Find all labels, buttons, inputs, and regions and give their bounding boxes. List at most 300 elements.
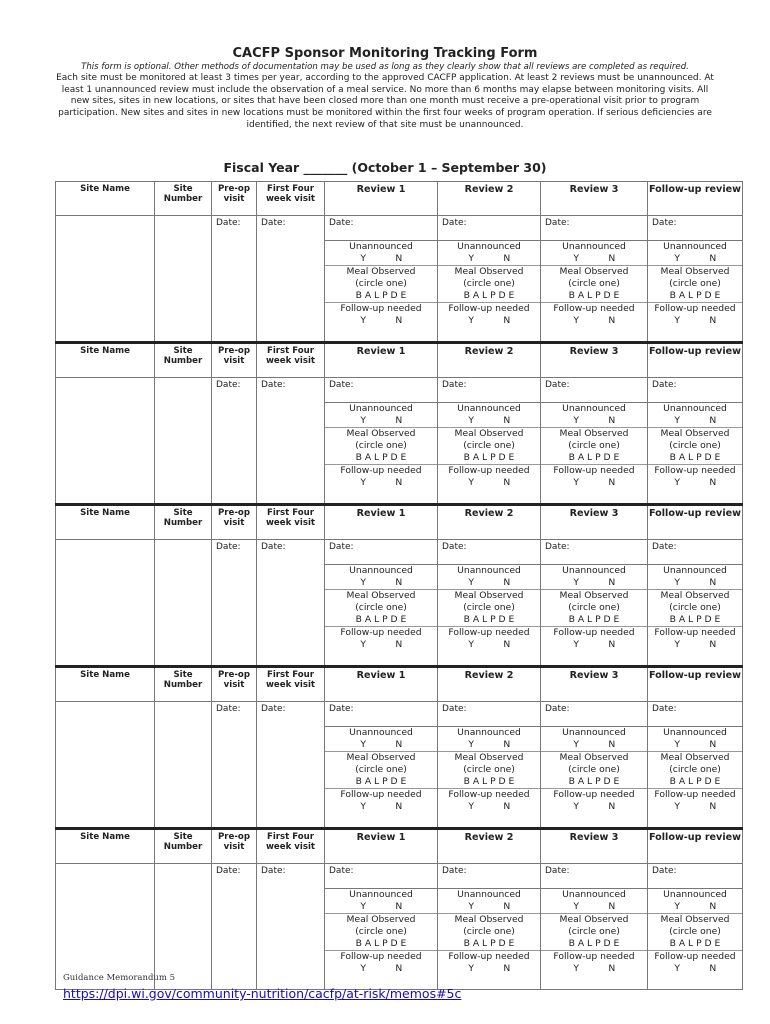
meal-options[interactable]: B A L P D E (568, 776, 620, 787)
review-1-details (325, 403, 438, 505)
meal-observed-label: Meal Observed (346, 914, 416, 925)
no-option[interactable]: N (608, 739, 616, 750)
circle-one-label: (circle one) (463, 602, 515, 613)
yes-option[interactable]: Y (468, 477, 474, 488)
meal-observed-label: Meal Observed (660, 266, 730, 277)
date-label: Date: (545, 380, 570, 390)
date-label: Date: (329, 866, 354, 876)
no-option[interactable]: N (395, 901, 403, 912)
review-2-details (438, 727, 541, 829)
followup-needed-block (438, 789, 540, 827)
no-option[interactable]: N (503, 963, 511, 974)
date-label: Date: (216, 542, 241, 552)
no-option[interactable]: N (395, 477, 403, 488)
meal-observed-label: Meal Observed (454, 266, 524, 277)
meal-options[interactable]: B A L P D E (669, 776, 721, 787)
followup-date-cell[interactable] (648, 540, 743, 565)
yes-option[interactable]: Y (468, 739, 474, 750)
review-1-details (325, 727, 438, 829)
circle-one-label: (circle one) (568, 926, 620, 937)
table-header-row (56, 505, 743, 540)
review-2-date-cell[interactable] (438, 702, 541, 727)
no-option[interactable]: N (709, 253, 717, 264)
review-2-date-cell[interactable] (438, 378, 541, 403)
date-label: Date: (329, 380, 354, 390)
no-option[interactable]: N (503, 901, 511, 912)
header-site-name: Site Name (56, 829, 155, 864)
yes-option[interactable]: Y (573, 577, 579, 588)
header-pre-op: Pre-op visit (212, 343, 257, 378)
site-number-cell[interactable] (155, 216, 212, 343)
date-row (56, 702, 743, 727)
yes-option[interactable]: Y (468, 415, 474, 426)
circle-one-label: (circle one) (669, 278, 721, 289)
meal-observed-block (648, 266, 742, 303)
header-first-four: First Four week visit (257, 667, 325, 702)
header-pre-op: Pre-op visit (212, 829, 257, 864)
meal-options[interactable]: B A L P D E (568, 614, 620, 625)
header-site-number: Site Number (155, 829, 212, 864)
header-site-number: Site Number (155, 182, 212, 216)
yes-option[interactable]: Y (674, 801, 680, 812)
no-option[interactable]: N (709, 577, 717, 588)
site-name-cell[interactable] (56, 216, 155, 343)
yes-option[interactable]: Y (573, 739, 579, 750)
meal-observed-label: Meal Observed (660, 752, 730, 763)
date-label: Date: (261, 704, 286, 714)
no-option[interactable]: N (503, 477, 511, 488)
followup-needed-label: Follow-up needed (448, 951, 530, 962)
unannounced-block (648, 403, 742, 428)
meal-observed-label: Meal Observed (346, 266, 416, 277)
header-review-3: Review 3 (541, 505, 648, 540)
review-1-date-cell[interactable] (325, 864, 438, 889)
date-row (56, 540, 743, 565)
no-option[interactable]: N (503, 577, 511, 588)
yes-option[interactable]: Y (468, 801, 474, 812)
meal-options[interactable]: B A L P D E (568, 290, 620, 301)
first-four-date-cell[interactable] (257, 702, 325, 829)
yes-option[interactable]: Y (468, 577, 474, 588)
meal-options[interactable]: B A L P D E (355, 452, 407, 463)
meal-observed-block (648, 428, 742, 465)
meal-observed-block (648, 752, 742, 789)
meal-options[interactable]: B A L P D E (355, 938, 407, 949)
pre-op-date-cell[interactable] (212, 378, 257, 505)
circle-one-label: (circle one) (355, 602, 407, 613)
yes-option[interactable]: Y (573, 315, 579, 326)
meal-options[interactable]: B A L P D E (669, 614, 721, 625)
followup-needed-block (438, 951, 540, 989)
yes-option[interactable]: Y (573, 415, 579, 426)
meal-options[interactable]: B A L P D E (463, 290, 515, 301)
circle-one-label: (circle one) (568, 278, 620, 289)
unannounced-label: Unannounced (349, 565, 413, 576)
header-first-four: First Four week visit (257, 505, 325, 540)
review-3-details (541, 403, 648, 505)
no-option[interactable]: N (395, 801, 403, 812)
no-option[interactable]: N (608, 253, 616, 264)
date-label: Date: (442, 218, 467, 228)
followup-date-cell[interactable] (648, 216, 743, 241)
date-label: Date: (261, 218, 286, 228)
circle-one-label: (circle one) (355, 440, 407, 451)
unannounced-block (541, 403, 647, 428)
date-label: Date: (216, 380, 241, 390)
header-review-1: Review 1 (325, 505, 438, 540)
followup-needed-block (325, 303, 437, 341)
no-option[interactable]: N (608, 901, 616, 912)
yes-option[interactable]: Y (674, 577, 680, 588)
header-review-1: Review 1 (325, 829, 438, 864)
yes-option[interactable]: Y (573, 901, 579, 912)
yes-option[interactable]: Y (468, 639, 474, 650)
unannounced-block (438, 889, 540, 914)
no-option[interactable]: N (395, 639, 403, 650)
yes-option[interactable]: Y (360, 901, 366, 912)
followup-needed-block (325, 951, 437, 989)
no-option[interactable]: N (709, 801, 717, 812)
unannounced-block (438, 403, 540, 428)
followup-needed-label: Follow-up needed (654, 951, 736, 962)
followup-date-cell[interactable] (648, 378, 743, 403)
no-option[interactable]: N (395, 577, 403, 588)
date-label: Date: (216, 866, 241, 876)
no-option[interactable]: N (608, 415, 616, 426)
meal-observed-block (541, 752, 647, 789)
first-four-date-cell[interactable] (257, 540, 325, 667)
header-review-2: Review 2 (438, 829, 541, 864)
header-review-3: Review 3 (541, 182, 648, 216)
followup-needed-block (438, 465, 540, 503)
review-3-details (541, 727, 648, 829)
no-option[interactable]: N (709, 415, 717, 426)
review-1-date-cell[interactable] (325, 540, 438, 565)
site-name-cell[interactable] (56, 702, 155, 829)
circle-one-label: (circle one) (669, 926, 721, 937)
followup-needed-block (325, 465, 437, 503)
unannounced-label: Unannounced (562, 727, 626, 738)
meal-observed-block (648, 590, 742, 627)
meal-observed-block (438, 266, 540, 303)
meal-observed-block (648, 914, 742, 951)
pre-op-date-cell[interactable] (212, 216, 257, 343)
yes-option[interactable]: Y (360, 801, 366, 812)
yes-option[interactable]: Y (573, 801, 579, 812)
unannounced-label: Unannounced (562, 889, 626, 900)
followup-needed-label: Follow-up needed (340, 303, 422, 314)
date-label: Date: (652, 866, 677, 876)
yes-option[interactable]: Y (360, 315, 366, 326)
meal-observed-block (438, 590, 540, 627)
meal-observed-label: Meal Observed (346, 752, 416, 763)
pre-op-date-cell[interactable] (212, 864, 257, 990)
date-row (56, 216, 743, 241)
followup-needed-label: Follow-up needed (340, 627, 422, 638)
meal-observed-block (438, 752, 540, 789)
no-option[interactable]: N (503, 639, 511, 650)
followup-needed-label: Follow-up needed (340, 465, 422, 476)
site-number-cell[interactable] (155, 702, 212, 829)
no-option[interactable]: N (395, 315, 403, 326)
header-followup-review: Follow-up review (648, 505, 743, 540)
date-label: Date: (216, 704, 241, 714)
date-label: Date: (261, 542, 286, 552)
no-option[interactable]: N (395, 739, 403, 750)
header-pre-op: Pre-op visit (212, 667, 257, 702)
review-3-date-cell[interactable] (541, 216, 648, 241)
site-name-cell[interactable] (56, 540, 155, 667)
date-label: Date: (652, 704, 677, 714)
meal-observed-block (325, 752, 437, 789)
table-header-row (56, 667, 743, 702)
meal-options[interactable]: B A L P D E (568, 452, 620, 463)
yes-option[interactable]: Y (360, 577, 366, 588)
meal-options[interactable]: B A L P D E (463, 938, 515, 949)
yes-option[interactable]: Y (573, 639, 579, 650)
unannounced-block (541, 727, 647, 752)
yes-option[interactable]: Y (674, 253, 680, 264)
unannounced-label: Unannounced (663, 727, 727, 738)
no-option[interactable]: N (503, 315, 511, 326)
no-option[interactable]: N (709, 963, 717, 974)
followup-needed-block (648, 627, 742, 665)
site-number-cell[interactable] (155, 378, 212, 505)
table-header-row (56, 829, 743, 864)
yes-option[interactable]: Y (360, 963, 366, 974)
followup-needed-block (438, 303, 540, 341)
no-option[interactable]: N (608, 801, 616, 812)
date-label: Date: (652, 218, 677, 228)
yes-option[interactable]: Y (674, 315, 680, 326)
yes-option[interactable]: Y (674, 477, 680, 488)
review-2-date-cell[interactable] (438, 540, 541, 565)
meal-observed-block (541, 266, 647, 303)
meal-observed-label: Meal Observed (559, 914, 629, 925)
yes-option[interactable]: Y (674, 901, 680, 912)
no-option[interactable]: N (503, 415, 511, 426)
circle-one-label: (circle one) (568, 602, 620, 613)
first-four-date-cell[interactable] (257, 378, 325, 505)
circle-one-label: (circle one) (568, 764, 620, 775)
header-review-2: Review 2 (438, 182, 541, 216)
yes-option[interactable]: Y (468, 901, 474, 912)
yes-option[interactable]: Y (674, 739, 680, 750)
unannounced-block (648, 241, 742, 266)
header-site-name: Site Name (56, 505, 155, 540)
pre-op-date-cell[interactable] (212, 540, 257, 667)
date-label: Date: (442, 704, 467, 714)
review-3-details (541, 565, 648, 667)
circle-one-label: (circle one) (355, 278, 407, 289)
date-label: Date: (329, 218, 354, 228)
circle-one-label: (circle one) (463, 440, 515, 451)
review-3-date-cell[interactable] (541, 540, 648, 565)
no-option[interactable]: N (395, 253, 403, 264)
yes-option[interactable]: Y (573, 963, 579, 974)
no-option[interactable]: N (395, 415, 403, 426)
yes-option[interactable]: Y (674, 415, 680, 426)
meal-options[interactable]: B A L P D E (463, 452, 515, 463)
no-option[interactable]: N (709, 315, 717, 326)
unannounced-label: Unannounced (349, 403, 413, 414)
followup-needed-block (325, 627, 437, 665)
yes-option[interactable]: Y (468, 963, 474, 974)
followup-needed-block (541, 951, 647, 989)
meal-options[interactable]: B A L P D E (463, 614, 515, 625)
followup-needed-block (325, 789, 437, 827)
no-option[interactable]: N (395, 963, 403, 974)
yes-option[interactable]: Y (360, 477, 366, 488)
meal-observed-block (541, 590, 647, 627)
unannounced-block (438, 727, 540, 752)
yes-option[interactable]: Y (468, 253, 474, 264)
header-review-1: Review 1 (325, 667, 438, 702)
circle-one-label: (circle one) (669, 764, 721, 775)
review-2-details (438, 565, 541, 667)
followup-needed-label: Follow-up needed (553, 627, 635, 638)
no-option[interactable]: N (608, 639, 616, 650)
meal-options[interactable]: B A L P D E (568, 938, 620, 949)
unannounced-block (541, 889, 647, 914)
date-label: Date: (545, 866, 570, 876)
first-four-date-cell[interactable] (257, 864, 325, 990)
unannounced-block (648, 889, 742, 914)
followup-needed-block (541, 627, 647, 665)
site-name-cell[interactable] (56, 864, 155, 990)
review-2-date-cell[interactable] (438, 216, 541, 241)
review-3-date-cell[interactable] (541, 702, 648, 727)
header-site-number: Site Number (155, 667, 212, 702)
header-followup-review: Follow-up review (648, 343, 743, 378)
no-option[interactable]: N (608, 577, 616, 588)
unannounced-block (541, 565, 647, 590)
meal-observed-label: Meal Observed (559, 590, 629, 601)
followup-details (648, 727, 743, 829)
date-label: Date: (652, 380, 677, 390)
yes-option[interactable]: Y (360, 739, 366, 750)
followup-needed-label: Follow-up needed (553, 465, 635, 476)
followup-needed-label: Follow-up needed (448, 465, 530, 476)
header-first-four: First Four week visit (257, 829, 325, 864)
no-option[interactable]: N (503, 253, 511, 264)
meal-options[interactable]: B A L P D E (355, 614, 407, 625)
unannounced-block (325, 889, 437, 914)
header-site-name: Site Name (56, 343, 155, 378)
review-3-date-cell[interactable] (541, 378, 648, 403)
followup-date-cell[interactable] (648, 864, 743, 889)
followup-needed-block (541, 465, 647, 503)
date-label: Date: (442, 380, 467, 390)
no-option[interactable]: N (503, 739, 511, 750)
followup-details (648, 889, 743, 990)
yes-option[interactable]: Y (360, 639, 366, 650)
meal-options[interactable]: B A L P D E (669, 452, 721, 463)
no-option[interactable]: N (503, 801, 511, 812)
meal-observed-label: Meal Observed (454, 428, 524, 439)
date-label: Date: (261, 866, 286, 876)
header-pre-op: Pre-op visit (212, 182, 257, 216)
yes-option[interactable]: Y (573, 477, 579, 488)
followup-details (648, 403, 743, 505)
yes-option[interactable]: Y (573, 253, 579, 264)
date-row (56, 378, 743, 403)
meal-observed-block (541, 428, 647, 465)
site-name-cell[interactable] (56, 378, 155, 505)
meal-observed-label: Meal Observed (346, 428, 416, 439)
meal-observed-block (325, 914, 437, 951)
first-four-date-cell[interactable] (257, 216, 325, 343)
meal-observed-label: Meal Observed (660, 590, 730, 601)
review-3-details (541, 889, 648, 990)
circle-one-label: (circle one) (669, 602, 721, 613)
no-option[interactable]: N (608, 477, 616, 488)
meal-options[interactable]: B A L P D E (669, 938, 721, 949)
followup-needed-label: Follow-up needed (654, 303, 736, 314)
unannounced-block (325, 565, 437, 590)
date-label: Date: (442, 866, 467, 876)
no-option[interactable]: N (608, 315, 616, 326)
unannounced-block (648, 565, 742, 590)
followup-needed-label: Follow-up needed (654, 465, 736, 476)
header-first-four: First Four week visit (257, 182, 325, 216)
pre-op-date-cell[interactable] (212, 702, 257, 829)
meal-options[interactable]: B A L P D E (355, 776, 407, 787)
followup-needed-block (648, 303, 742, 341)
review-2-date-cell[interactable] (438, 864, 541, 889)
followup-needed-block (438, 627, 540, 665)
review-1-details (325, 889, 438, 990)
unannounced-block (438, 565, 540, 590)
unannounced-label: Unannounced (663, 403, 727, 414)
no-option[interactable]: N (608, 963, 616, 974)
site-number-cell[interactable] (155, 864, 212, 990)
meal-options[interactable]: B A L P D E (355, 290, 407, 301)
site-number-cell[interactable] (155, 540, 212, 667)
yes-option[interactable]: Y (360, 253, 366, 264)
instructions-paragraph: Each site must be monitored at least 3 times per year, according to the approved CACFP application. At least 2 reviews must be unannounced. At least 1 unannounced review must include the observation of a meal service. No more than 6 months may elapse between monitoring visits. All new sites, sites in new locations, or sites that have been closed more than one month must receive a pre-operational visit prior to program participation. New sites and sites in new locations must be monitored within the first four weeks of program operation. If serious deficiencies are identified, the next review of that site must be unannounced. (56, 73, 714, 130)
no-option[interactable]: N (709, 901, 717, 912)
review-1-date-cell[interactable] (325, 702, 438, 727)
yes-option[interactable]: Y (674, 639, 680, 650)
yes-option[interactable]: Y (468, 315, 474, 326)
no-option[interactable]: N (709, 639, 717, 650)
header-followup-review: Follow-up review (648, 829, 743, 864)
optional-note: This form is optional. Other methods of documentation may be used as long as they clearly show that all reviews are completed as required. (81, 62, 689, 72)
meal-observed-label: Meal Observed (660, 914, 730, 925)
followup-details (648, 241, 743, 343)
header-followup-review: Follow-up review (648, 667, 743, 702)
memo-link[interactable]: https://dpi.wi.gov/community-nutrition/cacfp/at-risk/memos#5c (63, 986, 462, 1001)
circle-one-label: (circle one) (568, 440, 620, 451)
review-1-date-cell[interactable] (325, 378, 438, 403)
unannounced-label: Unannounced (349, 241, 413, 252)
unannounced-label: Unannounced (349, 889, 413, 900)
review-3-date-cell[interactable] (541, 864, 648, 889)
monitoring-table (55, 181, 743, 990)
no-option[interactable]: N (709, 739, 717, 750)
meal-options[interactable]: B A L P D E (463, 776, 515, 787)
review-1-date-cell[interactable] (325, 216, 438, 241)
followup-date-cell[interactable] (648, 702, 743, 727)
review-2-details (438, 889, 541, 990)
no-option[interactable]: N (709, 477, 717, 488)
yes-option[interactable]: Y (674, 963, 680, 974)
unannounced-label: Unannounced (457, 727, 521, 738)
meal-options[interactable]: B A L P D E (669, 290, 721, 301)
yes-option[interactable]: Y (360, 415, 366, 426)
followup-needed-block (648, 789, 742, 827)
